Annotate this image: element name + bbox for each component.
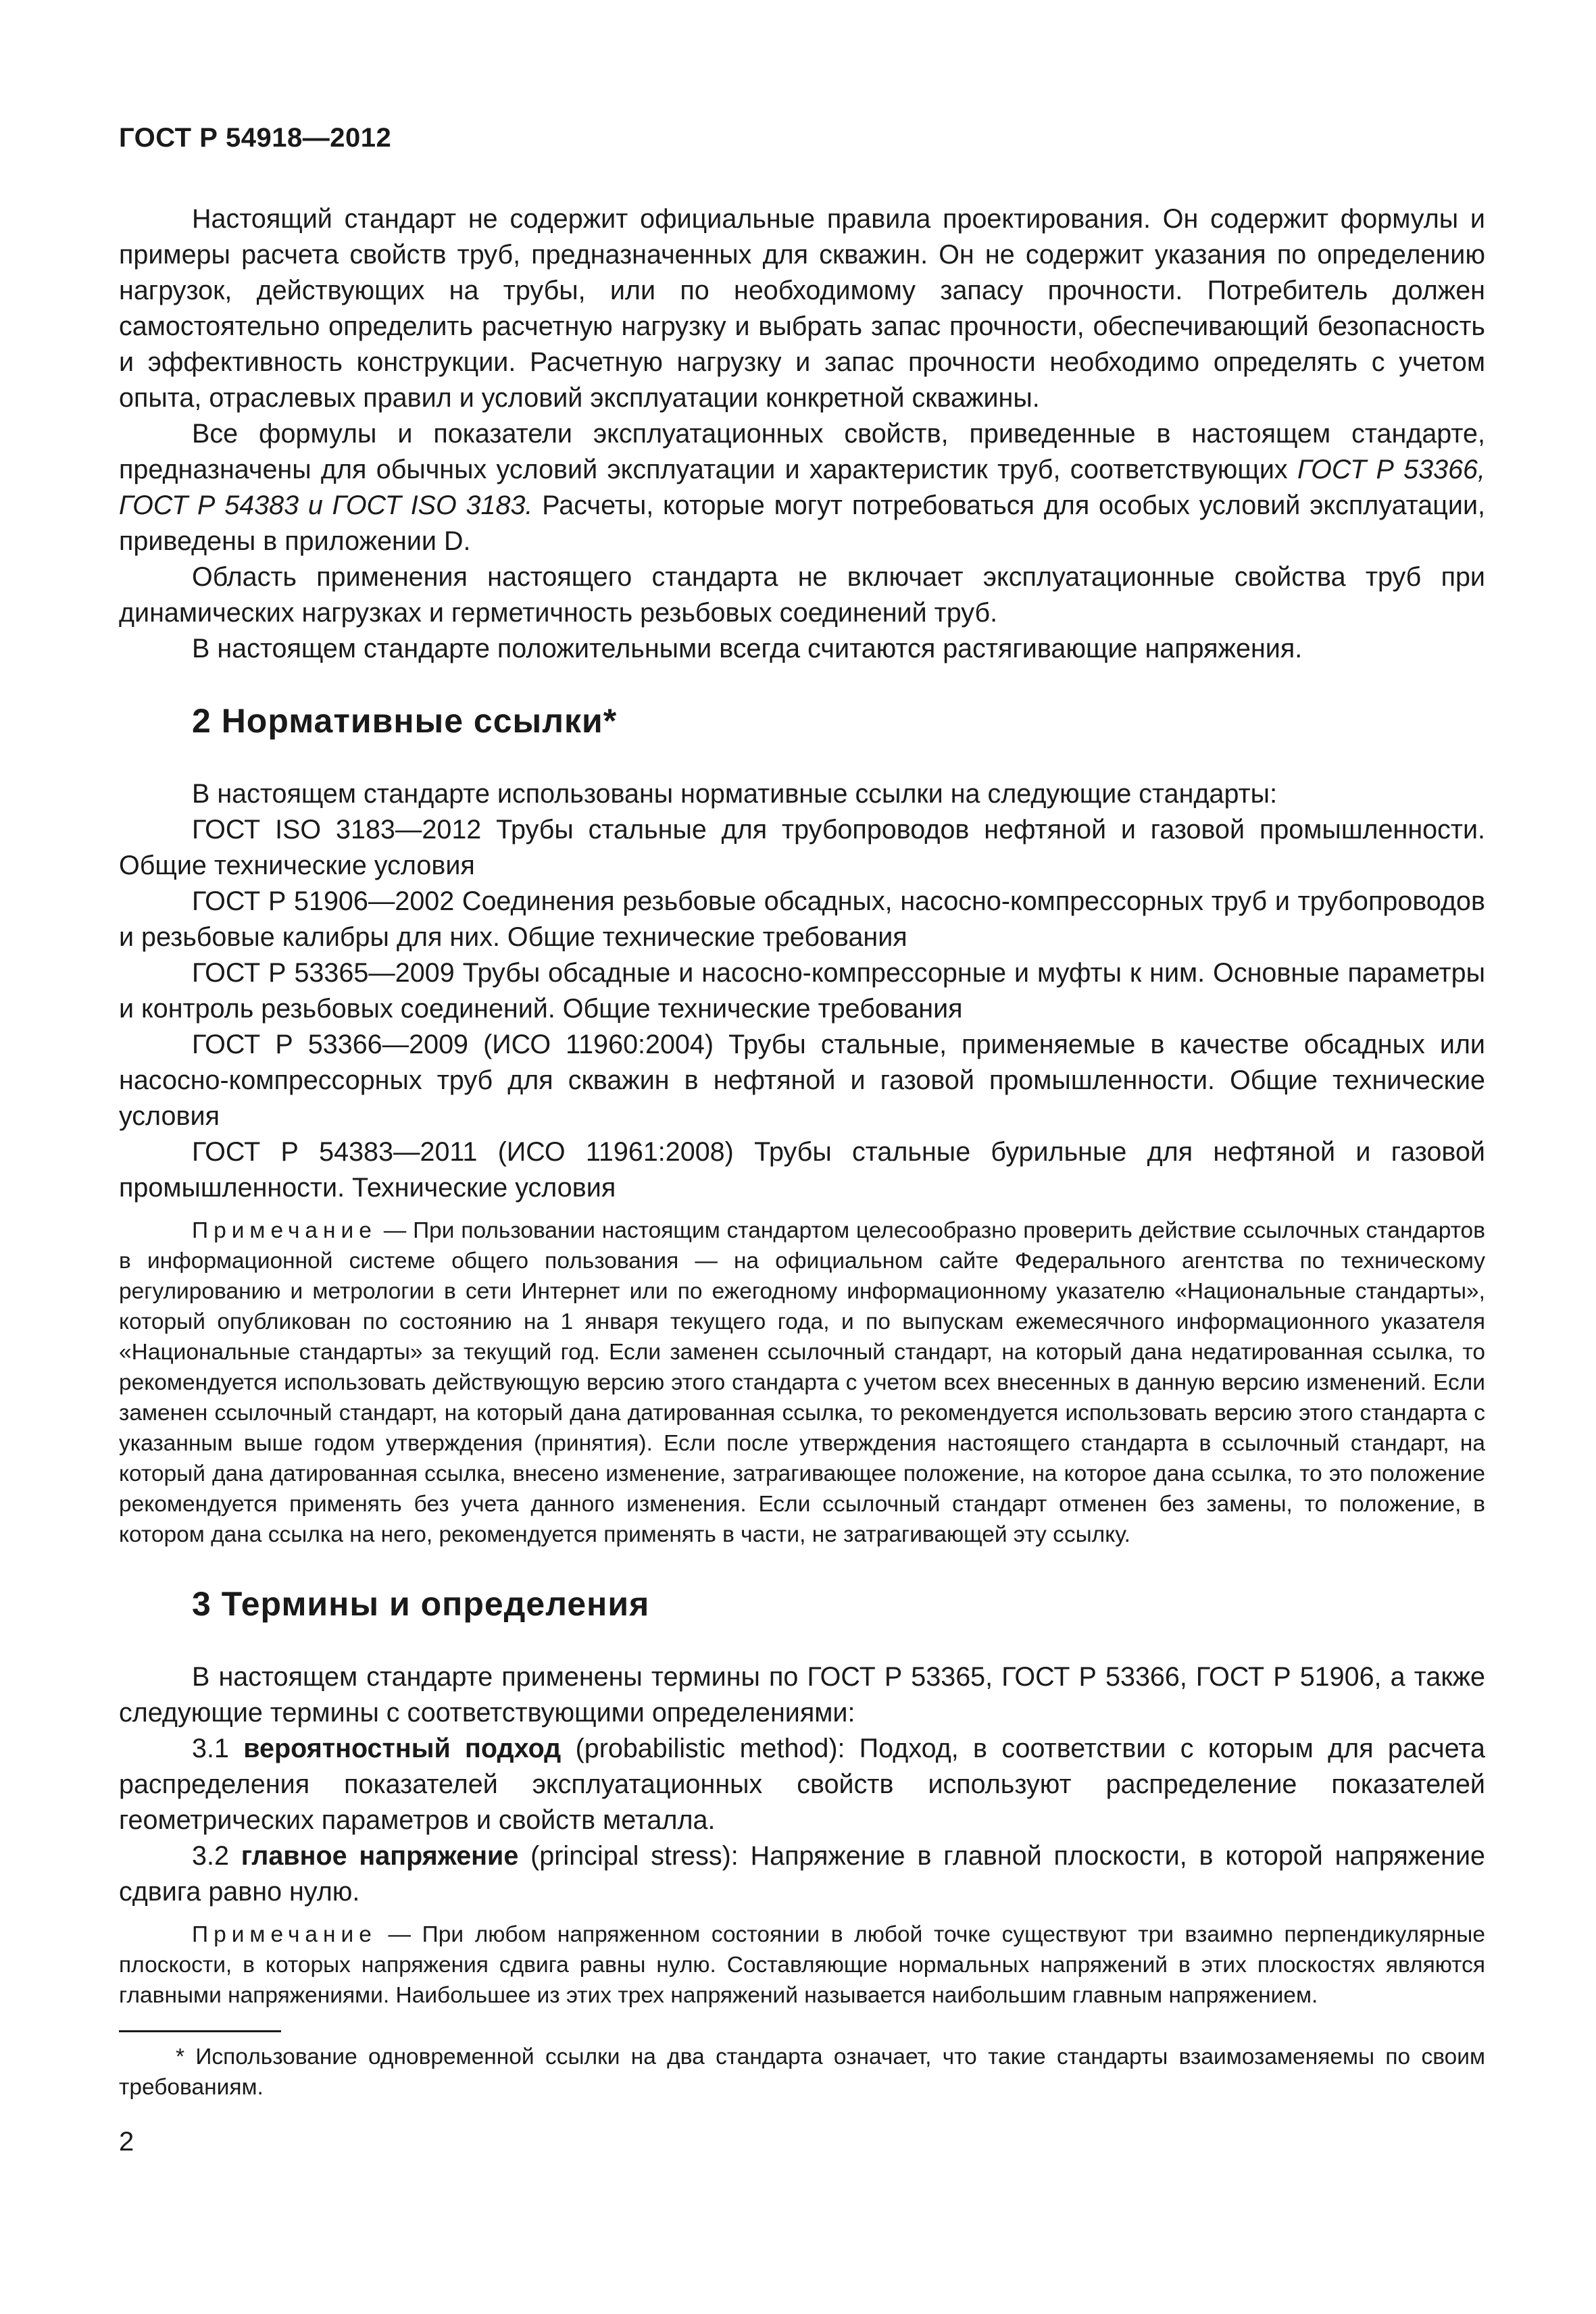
document-header: ГОСТ Р 54918—2012 [119,123,392,153]
term-3-2-number: 3.2 [192,1841,229,1871]
intro-paragraph-2-text-b: Расчеты, которые могут потребоваться для особых условий эксплуатации, приведены в приложении D. [119,491,1486,556]
section-3-heading: 3 Термины и определения [192,1585,650,1623]
intro-paragraph-3: Область применения настоящего стандарта не включает эксплуатационные свойства труб при динамических нагрузках и герметичность резьбовых соединений труб. [119,562,1485,628]
section-3-note-text: — При любом напряженном состоянии в любой точке существуют три взаимно перпендикулярные плоскости, в которых напряжения сдвига равны нулю. Составляющие нормальных напряжений в этих плоскостях являются главными напряжениями. Наибольшее из этих трех напряжений называется наибольшим главным напряжением. [119,1922,1485,2008]
intro-paragraph-2-references: ГОСТ Р 53366, ГОСТ Р 54383 и ГОСТ ISO 3183. [119,455,1485,520]
normative-reference-1: ГОСТ ISO 3183—2012 Трубы стальные для трубопроводов нефтяной и газовой промышленности. Общие технические условия [119,815,1485,880]
section-2-heading: 2 Нормативные ссылки* [192,702,618,740]
normative-reference-2: ГОСТ Р 51906—2002 Соединения резьбовые обсадных, насосно-компрессорных труб и трубопроводов и резьбовые калибры для них. Общие технические требования [119,886,1485,952]
normative-reference-3: ГОСТ Р 53365—2009 Трубы обсадные и насосно-компрессорные и муфты к ним. Основные параметры и контроль резьбовых соединений. Общие технические требования [119,958,1485,1024]
section-2-note-text: — При пользовании настоящим стандартом целесообразно проверить действие ссылочных стандартов в информационной системе общего пользования — на официальном сайте Федерального агентства по техническому регулированию и метрологии в сети Интернет или по ежегодному информационному указателю «Национальные стандарты», который опубликован по состоянию на 1 января текущего года, и по выпускам ежемесячного информационного указателя «Национальные стандарты» за текущий год. Если заменен ссылочный стандарт, на который дана недатированная ссылка, то рекомендуется использовать действующую версию этого стандарта с учетом всех внесенных в данную версию изменений. Если заменен ссылочный стандарт, на который дана датированная ссылка, то рекомендуется использовать версию этого стандарта с указанным выше годом утверждения (принятия). Если после утверждения настоящего стандарта в ссылочный стандарт, на который дана датированная ссылка, внесено изменение, затрагивающее положение, на которое дана ссылка, то это положение рекомендуется применять без учета данного изменения. Если ссылочный стандарт отменен без замены, то положение, в котором дана ссылка на него, рекомендуется применять в части, не затрагивающей эту ссылку. [119,1218,1485,1547]
section-2-note [119,1215,1485,1550]
term-3-1-number: 3.1 [192,1734,229,1763]
term-3-1-definition: (probabilistic method): Подход, в соответствии с которым для расчета распределения показателей эксплуатационных свойств используют распределение показателей геометрических параметров и свойств металла. [119,1734,1485,1835]
intro-paragraph-2-text-a: Все формулы и показатели эксплуатационных свойств, приведенные в настоящем стандарте, предназначены для обычных условий эксплуатации и характеристик труб, соответствующих [119,419,1485,484]
term-3-1-name: вероятностный подход [243,1734,562,1763]
term-3-2-name: главное напряжение [241,1841,519,1871]
section-2-lead: В настоящем стандарте использованы нормативные ссылки на следующие стандарты: [192,779,1278,809]
footnote: * Использование одновременной ссылки на два стандарта означает, что такие стандарты взаимозаменяемы по своим требованиям. [119,2044,1485,2100]
term-3-2 [119,1838,1485,1910]
normative-reference-4: ГОСТ Р 53366—2009 (ИСО 11960:2004) Трубы стальные, применяемые в качестве обсадных или насосно-компрессорных труб для скважин в нефтяной и газовой промышленности. Общие технические условия [119,1030,1485,1131]
term-3-1 [119,1731,1485,1838]
intro-paragraph-4: В настоящем стандарте положительными всегда считаются растягивающие напряжения. [192,634,1303,663]
section-3-note [119,1919,1485,2011]
document-body [119,201,1485,2011]
intro-paragraph-2 [119,416,1485,559]
section-2-note-label: Примечание [192,1218,377,1243]
intro-paragraph-1: Настоящий стандарт не содержит официальные правила проектирования. Он содержит формулы и примеры расчета свойств труб, предназначенных для скважин. Он не содержит указания по определению нагрузок, действующих на трубы, или по необходимому запасу прочности. Потребитель должен самостоятельно определить расчетную нагрузку и выбрать запас прочности, обеспечивающий безопасность и эффективность конструкции. Расчетную нагрузку и запас прочности необходимо определять с учетом опыта, отраслевых правил и условий эксплуатации конкретной скважины. [119,204,1485,413]
section-3-note-label: Примечание [192,1922,377,1947]
normative-reference-5: ГОСТ Р 54383—2011 (ИСО 11961:2008) Трубы стальные бурильные для нефтяной и газовой промышленности. Технические условия [119,1137,1485,1203]
term-3-2-definition: (principal stress): Напряжение в главной плоскости, в которой напряжение сдвига равно нулю. [119,1841,1485,1907]
page-number: 2 [119,2127,134,2157]
section-3-lead: В настоящем стандарте применены термины по ГОСТ Р 53365, ГОСТ Р 53366, ГОСТ Р 51906, а также следующие термины с соответствующими определениями: [119,1662,1485,1728]
footnote-divider [119,2030,281,2032]
